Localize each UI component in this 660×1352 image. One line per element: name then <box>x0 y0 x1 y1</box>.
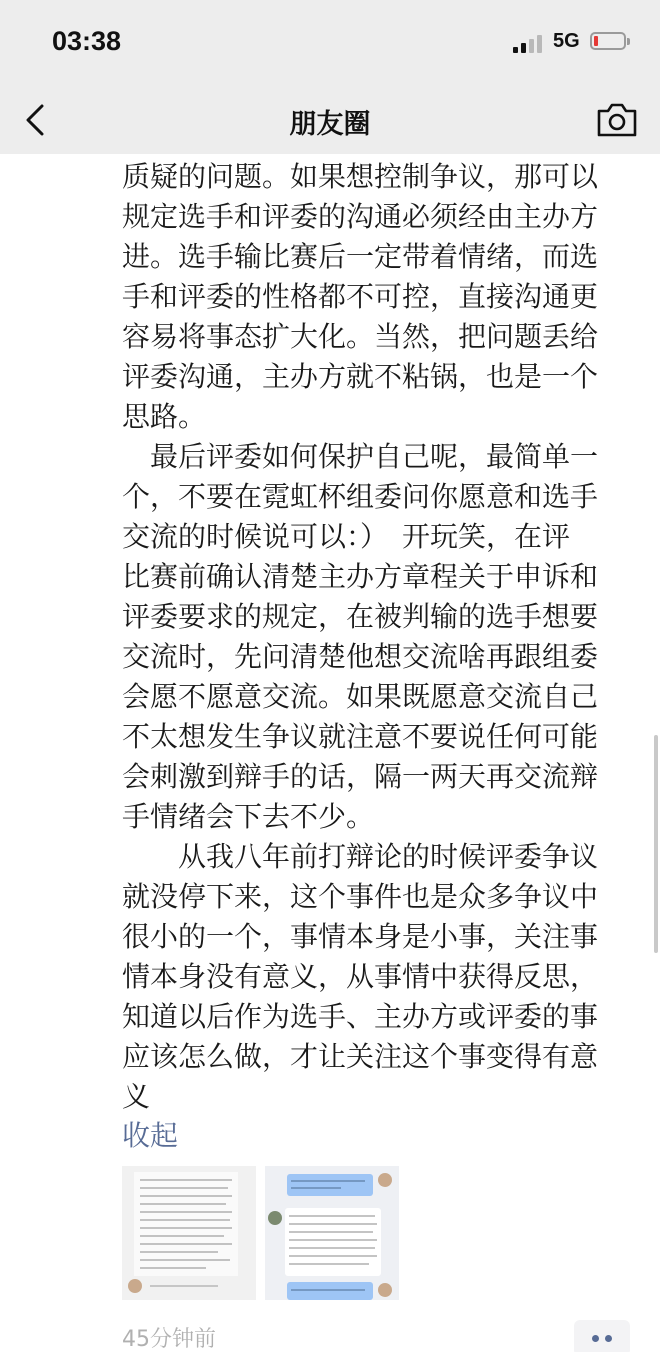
signal-icon <box>513 33 547 53</box>
post-line: 义 <box>122 1080 151 1113</box>
post-line: 很小的一个，事情本身是小事，关注事 <box>122 920 599 953</box>
post-line: 手和评委的性格都不可控，直接沟通更 <box>122 280 599 313</box>
post-image-1[interactable] <box>122 1166 256 1300</box>
post-line: 规定选手和评委的沟通必须经由主办方 <box>122 200 599 233</box>
status-bar <box>0 0 660 86</box>
post-line: 交流的时候说可以：） 开玩笑，在评 <box>122 520 571 553</box>
battery-icon <box>590 32 626 50</box>
post-line: 质疑的问题。如果想控制争议，那可以 <box>122 160 599 193</box>
post-line: 知道以后作为选手、主办方或评委的事 <box>122 1000 599 1033</box>
post-line: 手情绪会下去不少。 <box>122 800 375 833</box>
post-line: 应该怎么做，才让关注这个事变得有意 <box>122 1040 599 1073</box>
post-line: 评委沟通，主办方就不粘锅，也是一个 <box>122 360 599 393</box>
post-text <box>122 154 642 1117</box>
post-image-2[interactable] <box>265 1166 399 1300</box>
post-line: 会刺激到辩手的话，隔一两天再交流辩 <box>122 760 599 793</box>
more-actions-button[interactable] <box>574 1320 630 1352</box>
status-time: 03:38 <box>52 26 122 56</box>
post-timestamp: 45分钟前 <box>122 1327 216 1352</box>
post-line: 进。选手输比赛后一定带着情绪，而选 <box>122 240 599 273</box>
post-content <box>122 154 642 1352</box>
post-line: 从我八年前打辩论的时候评委争议 <box>122 840 599 873</box>
page-title: 朋友圈 <box>289 109 371 140</box>
post-line: 评委要求的规定，在被判输的选手想要 <box>122 600 599 633</box>
post-line: 会愿不愿意交流。如果既愿意交流自己 <box>122 680 599 713</box>
post-line: 情本身没有意义，从事情中获得反思， <box>122 960 599 993</box>
post-line: 最后评委如何保护自己呢，最简单一 <box>122 440 599 473</box>
post-line: 思路。 <box>122 400 207 433</box>
scrollbar[interactable] <box>654 735 658 953</box>
post-line: 不太想发生争议就注意不要说任何可能 <box>122 720 599 753</box>
post-line: 个，不要在霓虹杯组委问你愿意和选手 <box>122 480 599 513</box>
post-line: 就没停下来，这个事件也是众多争议中 <box>122 880 599 913</box>
post-line: 容易将事态扩大化。当然，把问题丢给 <box>122 320 599 353</box>
camera-icon[interactable] <box>594 100 640 140</box>
post-line: 交流时，先问清楚他想交流啥再跟组委 <box>122 640 599 673</box>
post-line: 比赛前确认清楚主办方章程关于申诉和 <box>122 560 599 593</box>
network-type: 5G <box>553 30 580 52</box>
nav-bar <box>0 86 660 154</box>
collapse-link[interactable]: 收起 <box>122 1119 179 1152</box>
